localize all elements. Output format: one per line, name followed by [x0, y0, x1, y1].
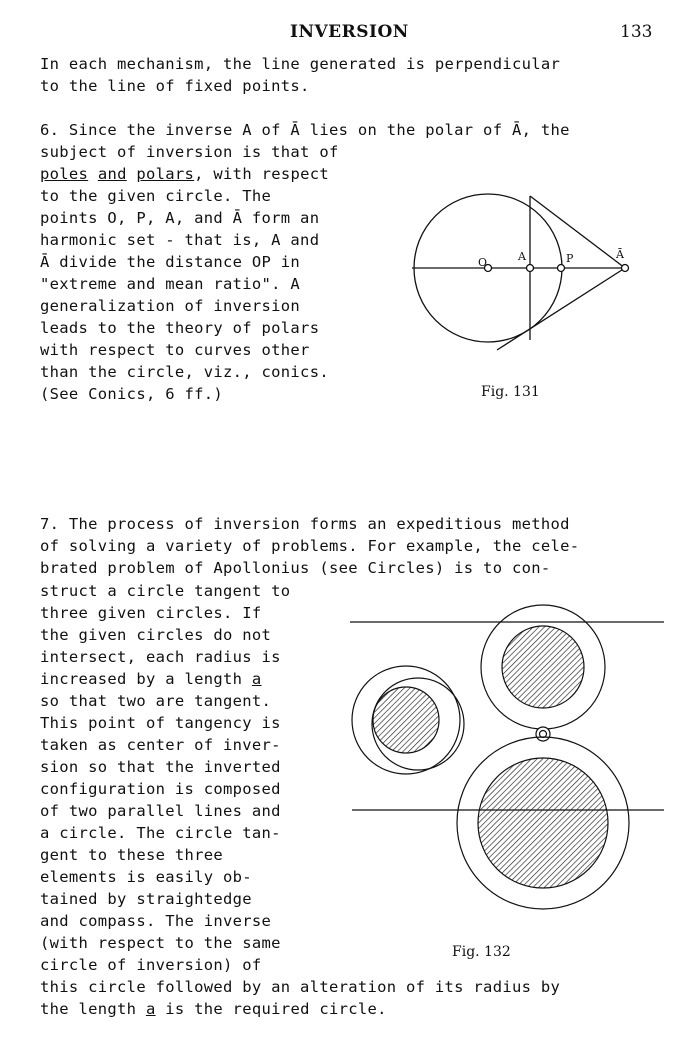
point-p — [558, 265, 565, 272]
section7-line: tained by straightedge — [40, 890, 252, 908]
section7-line: three given circles. If — [40, 604, 262, 622]
section6-line: generalization of inversion — [40, 297, 301, 315]
section6-line-2: subject of inversion is that of — [40, 143, 339, 161]
section6-line: (See Conics, 6 ff.) — [40, 385, 224, 403]
section6-line: leads to the theory of polars — [40, 319, 320, 337]
bottom-inner-circle — [478, 758, 608, 888]
label-abar: Ā — [616, 248, 624, 261]
section7-line: a circle. The circle tan- — [40, 824, 281, 842]
point-abar — [622, 265, 629, 272]
section7-line: so that two are tangent. — [40, 692, 272, 710]
point-a — [527, 265, 534, 272]
label-o: O — [478, 256, 488, 269]
line-text: the length — [40, 1000, 146, 1018]
top-inner-circle — [502, 626, 584, 708]
section6-line: harmonic set - that is, A and — [40, 231, 320, 249]
section6-line: "extreme and mean ratio". A — [40, 275, 301, 293]
line-text: is the required circle. — [155, 1000, 387, 1018]
label-p: P — [566, 252, 574, 265]
figure-131 — [412, 194, 629, 350]
page-title: INVERSION — [290, 22, 409, 42]
section7-line — [40, 668, 262, 690]
section7-line: circle of inversion) of — [40, 956, 262, 974]
section7-line: taken as center of inver- — [40, 736, 281, 754]
line-text: increased by a length — [40, 670, 252, 688]
section7-line — [40, 998, 387, 1020]
line3-tail: , with respect — [194, 165, 330, 183]
section6-line: Ā divide the distance OP in — [40, 253, 301, 271]
section6-line-1: 6. Since the inverse A of Ā lies on the polar of Ā, the — [40, 121, 570, 139]
section7-line: intersect, each radius is — [40, 648, 281, 666]
section6-line: points O, P, A, and Ā form an — [40, 209, 320, 227]
section7-line: brated problem of Apollonius (see Circles) is to con- — [40, 559, 551, 577]
section7-line: of two parallel lines and — [40, 802, 281, 820]
fig131-caption: Fig. 131 — [481, 384, 540, 400]
section7-line: this circle followed by an alteration of its radius by — [40, 978, 561, 996]
section6-line: with respect to curves other — [40, 341, 310, 359]
fig132-caption: Fig. 132 — [452, 944, 511, 960]
figure-132 — [350, 605, 664, 909]
section7-line: struct a circle tangent to — [40, 582, 291, 600]
section7-line: the given circles do not — [40, 626, 272, 644]
section7-line: of solving a variety of problems. For example, the cele- — [40, 537, 580, 555]
section7-line: and compass. The inverse — [40, 912, 272, 930]
section7-line: (with respect to the same — [40, 934, 281, 952]
term-poles: poles — [40, 165, 89, 183]
section7-line: elements is easily ob- — [40, 868, 252, 886]
variable-a: a — [145, 1000, 156, 1018]
term-and: and — [97, 165, 127, 183]
intro-line-2: to the line of fixed points. — [40, 77, 310, 95]
page-number: 133 — [620, 22, 653, 42]
fig131-tangent-upper — [530, 196, 625, 268]
term-polars: polars — [136, 165, 195, 183]
section7-line: gent to these three — [40, 846, 224, 864]
section7-line: sion so that the inverted — [40, 758, 281, 776]
section7-line: configuration is composed — [40, 780, 281, 798]
label-a: A — [518, 250, 526, 263]
section7-line: 7. The process of inversion forms an expeditious method — [40, 515, 570, 533]
section6-line: to the given circle. The — [40, 187, 272, 205]
section6-line: than the circle, viz., conics. — [40, 363, 329, 381]
section7-line: This point of tangency is — [40, 714, 281, 732]
left-inner-circle — [373, 687, 439, 753]
variable-a: a — [251, 670, 262, 688]
tangency-point-outer — [536, 727, 550, 741]
intro-line-1: In each mechanism, the line generated is perpendicular — [40, 55, 561, 73]
